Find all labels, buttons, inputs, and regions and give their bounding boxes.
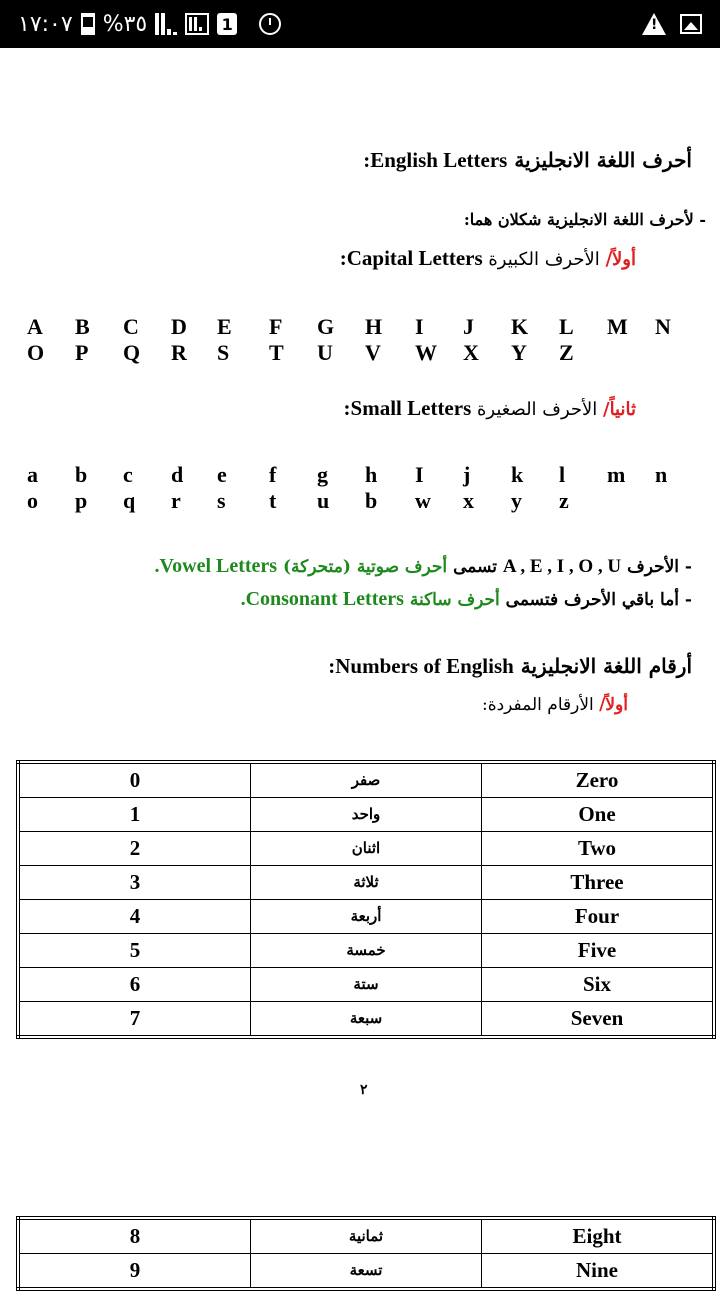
letter: h [365,462,378,487]
arabic-name-cell: ثمانية [251,1218,482,1254]
letter: r [171,488,181,513]
letter: Q [123,340,141,365]
letter: y [511,488,522,513]
english-name-cell: Zero [482,762,715,798]
number-cell: 6 [18,968,251,1002]
vowel-a: الأحرف [621,557,680,577]
singles-prefix: أولاً/ [599,695,628,715]
arabic-name-cell: خمسة [251,934,482,968]
letter: w [415,488,431,513]
arabic-name-cell: ستة [251,968,482,1002]
letter: d [171,462,184,487]
table-row [18,968,714,1002]
english-name-cell: Five [482,934,715,968]
letter: o [27,488,38,513]
english-name-cell: Eight [482,1218,715,1254]
number-cell: 9 [18,1254,251,1290]
consonant-b: أحرف ساكنة [403,590,500,610]
english-name-cell: Seven [482,1002,715,1038]
letter: V [365,340,381,365]
number-cell: 3 [18,866,251,900]
intro-line: - لأحرف اللغة الانجليزية شكلان هما: [463,210,706,229]
letter: U [317,340,333,365]
letter: u [317,488,330,513]
number-cell: 1 [18,798,251,832]
vowel-line [155,555,692,578]
letter: x [463,488,474,513]
number-cell: 5 [18,934,251,968]
signal-icon [155,13,177,35]
arabic-name-cell: ثلاثة [251,866,482,900]
arabic-name-cell: تسعة [251,1254,482,1290]
letter: s [217,488,226,513]
letter: S [217,340,230,365]
number-cell: 7 [18,1002,251,1038]
table-row [18,934,714,968]
letter: j [463,462,471,487]
letter: l [559,462,566,487]
letter: L [559,314,574,339]
letter: Y [511,340,527,365]
table-row [18,1218,714,1254]
status-left [18,0,281,48]
letter: W [415,340,437,365]
letter: T [269,340,284,365]
letter: z [559,488,569,513]
warning-icon [642,13,666,35]
capital-heading [340,246,636,271]
letter: I [415,462,424,487]
letter: M [607,314,628,339]
small-prefix: ثانياً/ [603,399,636,420]
capital-english: Capital Letters: [339,246,483,270]
small-english: Small Letters: [343,396,472,420]
status-right [642,0,702,48]
letter: P [75,340,89,365]
letter: D [171,314,187,339]
table-row [18,762,714,798]
capital-arabic: الأحرف الكبيرة [482,249,606,270]
vowel-c: أحرف صوتية (متحركة) [277,557,448,577]
letter: C [123,314,139,339]
image-icon [680,14,702,34]
table-row [18,1254,714,1290]
consonant-dash: - [679,590,692,610]
singles-arabic: الأرقام المفردة: [481,695,600,715]
letter: b [365,488,378,513]
alarm-icon [259,13,281,35]
sim-signal-icon [185,13,209,35]
letter: N [655,314,671,339]
letter: t [269,488,277,513]
page-number: ٢ [360,1082,368,1098]
number-cell: 0 [18,762,251,798]
section-title-letters [363,148,692,173]
letter: q [123,488,136,513]
numbers-table [16,760,716,1039]
status-bar [0,0,720,48]
letter: n [655,462,668,487]
english-name-cell: Three [482,866,715,900]
letter: H [365,314,383,339]
status-time: ١٧:٠٧ [18,11,73,37]
number-cell: 4 [18,900,251,934]
vowel-b: تسمى [447,557,503,577]
arabic-name-cell: اثنان [251,832,482,866]
letter: B [75,314,90,339]
vowel-letters: A , E , I , O , U [502,556,622,577]
small-heading [344,396,636,421]
title-english: English Letters: [363,148,508,172]
letter: E [217,314,232,339]
letter: X [463,340,479,365]
letter: e [217,462,227,487]
letter: J [463,314,474,339]
sim-card-icon: 1 [217,13,237,35]
letter: a [27,462,38,487]
number-cell: 2 [18,832,251,866]
letter: b [75,462,88,487]
letter: p [75,488,88,513]
letter: A [27,314,43,339]
battery-level: %٣٥ [102,11,148,37]
english-name-cell: Six [482,968,715,1002]
arabic-name-cell: واحد [251,798,482,832]
letter: G [317,314,335,339]
small-arabic: الأحرف الصغيرة [471,399,603,420]
table-row [18,900,714,934]
arabic-name-cell: صفر [251,762,482,798]
number-cell: 8 [18,1218,251,1254]
title-arabic: أحرف اللغة الانجليزية [514,148,692,172]
letter: F [269,314,283,339]
english-name-cell: Two [482,832,715,866]
letter: R [171,340,187,365]
letter: Z [559,340,574,365]
vowel-english: Vowel Letters. [154,555,278,577]
section-title-numbers [328,654,692,679]
letter: O [27,340,45,365]
vowel-dash: - [679,557,692,577]
numbers-arabic: أرقام اللغة الانجليزية [513,654,692,678]
singles-heading [482,695,628,715]
letter: f [269,462,277,487]
numbers-english: Numbers of English: [328,654,514,678]
arabic-name-cell: سبعة [251,1002,482,1038]
english-name-cell: Nine [482,1254,715,1290]
consonant-english: Consonant Letters. [240,588,404,610]
table-row [18,1002,714,1038]
english-name-cell: Four [482,900,715,934]
english-name-cell: One [482,798,715,832]
letter: g [317,462,328,487]
table-row [18,798,714,832]
consonant-line [241,588,692,611]
table-row [18,832,714,866]
letter: K [511,314,529,339]
arabic-name-cell: أربعة [251,900,482,934]
letter: m [607,462,626,487]
table-row [18,866,714,900]
consonant-a: أما باقي الأحرف فتسمى [499,590,680,610]
letter: k [511,462,524,487]
letter: I [415,314,424,339]
letter: c [123,462,133,487]
capital-prefix: أولاً/ [605,249,636,270]
battery-icon [81,13,95,35]
